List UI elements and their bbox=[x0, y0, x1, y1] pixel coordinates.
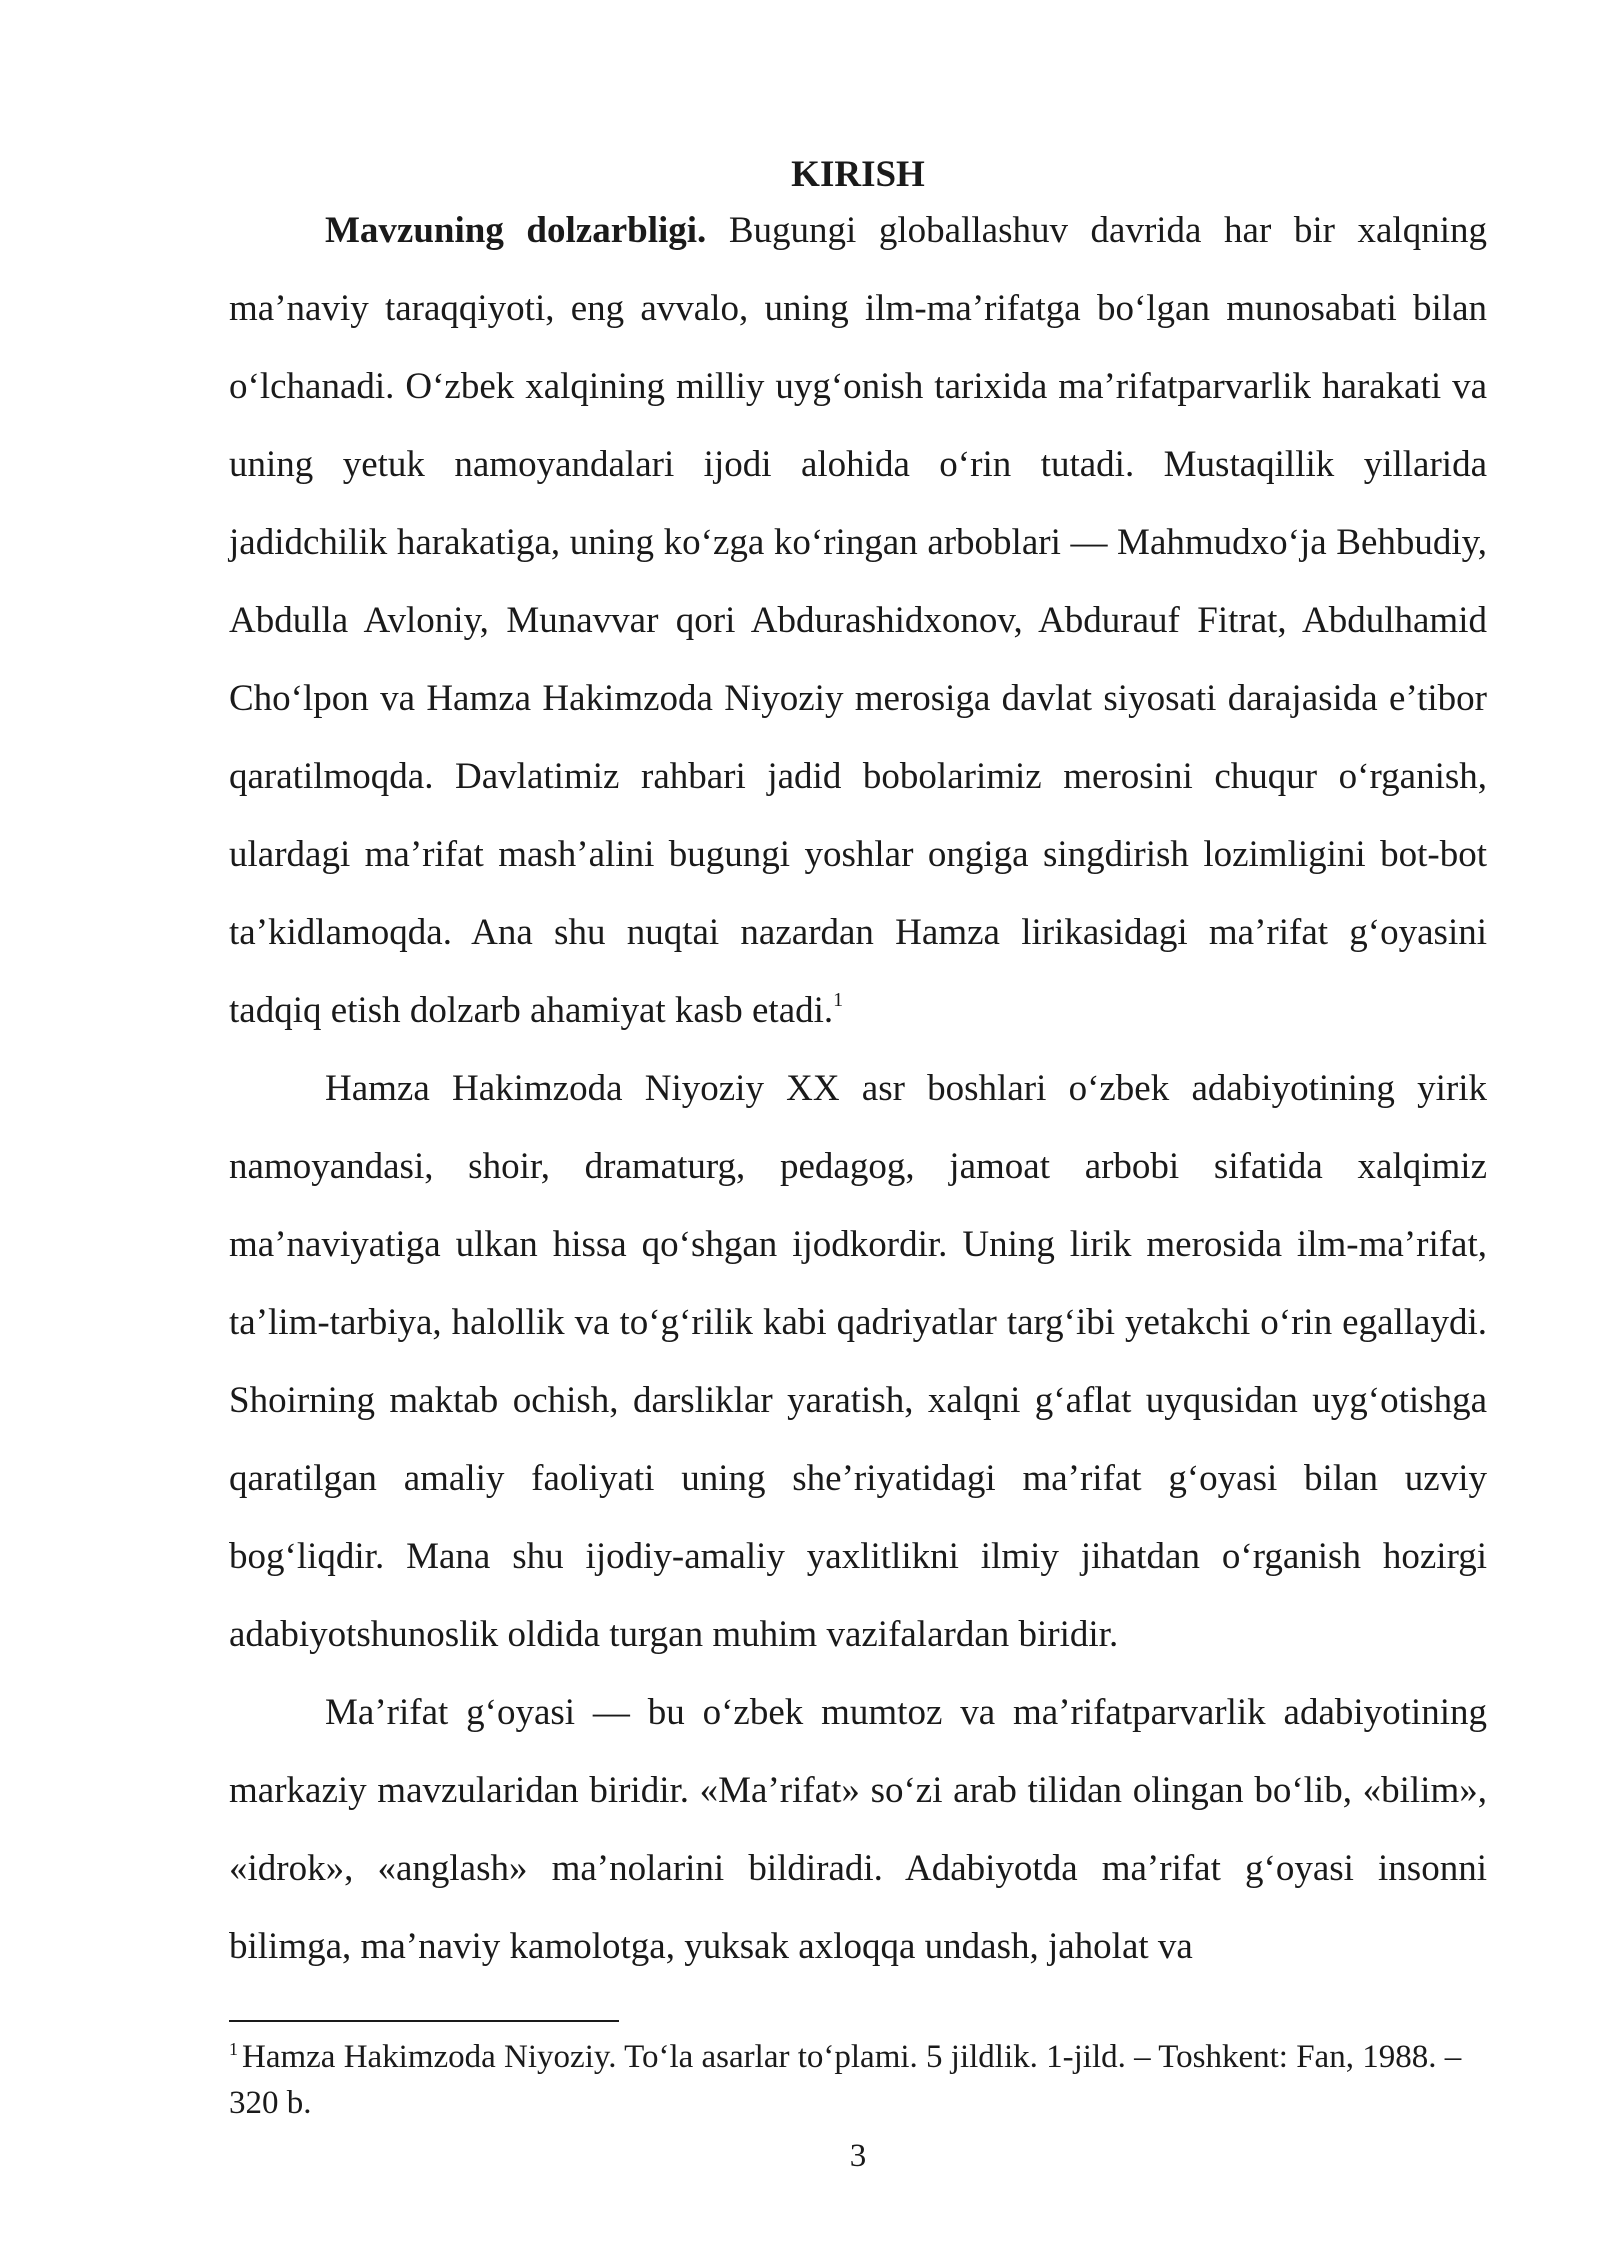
footnote-text: Hamza Hakimzoda Niyoziy. To‘la asarlar to‘plami. 5 jildlik. 1-jild. – Toshkent: Fan, 1988. – 320 b. bbox=[229, 2039, 1462, 2121]
footnote-reference[interactable]: 1 bbox=[833, 989, 844, 1011]
page-number: 3 bbox=[849, 2138, 867, 2174]
paragraph-hamza: Hamza Hakimzoda Niyoziy XX asr boshlari o‘zbek adabiyotining yirik namoyandasi, shoir, dramaturg, pedagog, jamoat arbobi sifatida xalqimiz ma’naviyatiga ulkan hissa qo‘shgan ijodkordir. Uning lirik merosida ilm-ma’rifat, ta’lim-tarbiya, halollik va to‘g‘rilik kabi qadriyatlar targ‘ibi yetakchi o‘rin egallaydi. Shoirning maktab ochish, darsliklar yaratish, xalqni g‘aflat uyqusidan uyg‘otishga qaratilgan amaliy faoliyati uning she’riyatidagi ma’rifat g‘oyasi bilan uzviy bog‘liqdir. Mana shu ijodiy-amaliy yaxlitlikni ilmiy jihatdan o‘rganish hozirgi adabiyotshunoslik oldida turgan muhim vazifalardan biridir. bbox=[229, 1068, 1487, 1655]
footnote bbox=[229, 2034, 1487, 2126]
section-heading: KIRISH bbox=[791, 154, 925, 195]
paragraph-relevance bbox=[229, 192, 1487, 1050]
paragraph-text: Bugungi globallashuv davrida har bir xalqning ma’naviy taraqqiyoti, eng avvalo, uning ilm-ma’rifatga bo‘lgan munosabati bilan o‘lchanadi. O‘zbek xalqining milliy uyg‘onish tarixida ma’rifatparvarlik harakati va uning yetuk namoyandalari ijodi alohida o‘rin tutadi. Mustaqillik yillarida jadidchilik harakatiga, uning ko‘zga ko‘ringan arboblari — Mahmudxo‘ja Behbudiy, Abdulla Avloniy, Munavvar qori Abdurashidxonov, Abdurauf Fitrat, Abdulhamid Cho‘lpon va Hamza Hakimzoda Niyoziy merosiga davlat siyosati darajasida e’tibor qaratilmoqda. Davlatimiz rahbari jadid bobolarimiz merosini chuqur o‘rganish, ulardagi ma’rifat mash’alini bugungi yoshlar ongiga singdirish lozimligini bot-bot ta’kidlamoqda. Ana shu nuqtai nazardan Hamza lirikasidagi ma’rifat g‘oyasini tadqiq etish dolzarb ahamiyat kasb etadi. bbox=[229, 210, 1487, 1031]
body-text bbox=[229, 192, 1487, 1986]
paragraph-marifat: Ma’rifat g‘oyasi — bu o‘zbek mumtoz va ma’rifatparvarlik adabiyotining markaziy mavzularidan biridir. «Ma’rifat» so‘zi arab tilidan olingan bo‘lib, «bilim», «idrok», «anglash» ma’nolarini bildiradi. Adabiyotda ma’rifat g‘oyasi insonni bilimga, ma’naviy kamolotga, yuksak axloqqa undash, jaholat va bbox=[229, 1692, 1487, 1967]
footnote-marker: 1 bbox=[229, 2039, 238, 2059]
paragraph-lead: Mavzuning dolzarbligi. bbox=[325, 210, 707, 251]
footnote-divider bbox=[229, 2020, 619, 2022]
document-page bbox=[229, 0, 1487, 2262]
